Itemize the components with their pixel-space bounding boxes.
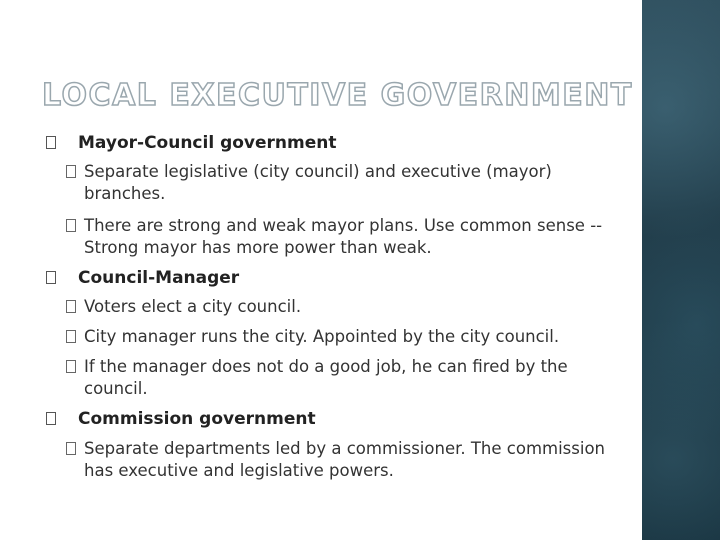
slide-title: LOCAL EXECUTIVE GOVERNMENT (42, 78, 633, 113)
square-bullet-icon (66, 442, 76, 455)
bullet-heading: Commission government (78, 409, 316, 429)
square-bullet-icon (46, 271, 56, 284)
sub-bullet-line: If the manager does not do a good job, he can fired by the (84, 357, 568, 376)
square-bullet-icon (66, 219, 76, 232)
sub-bullet-line: Separate departments led by a commissioner. The commission (84, 439, 606, 458)
square-bullet-icon (66, 165, 76, 178)
sub-bullet-line: Separate legislative (city council) and executive (mayor) (84, 162, 552, 181)
sub-bullet-line: council. (84, 379, 148, 398)
bullet-heading: Council-Manager (78, 268, 240, 288)
square-bullet-icon (66, 330, 76, 343)
sub-bullet-line: branches. (84, 184, 166, 203)
square-bullet-icon (66, 360, 76, 373)
sub-bullet-line: There are strong and weak mayor plans. Use common sense -- (84, 216, 603, 235)
square-bullet-icon (66, 300, 76, 313)
bullet-heading: Mayor-Council government (78, 133, 337, 153)
sub-bullet-line: City manager runs the city. Appointed by the city council. (84, 327, 560, 346)
sub-bullet-line: Voters elect a city council. (84, 297, 302, 316)
sub-bullet-line: has executive and legislative powers. (84, 461, 394, 480)
square-bullet-icon (46, 412, 56, 425)
square-bullet-icon (46, 136, 56, 149)
sub-bullet-line: Strong mayor has more power than weak. (84, 238, 432, 257)
